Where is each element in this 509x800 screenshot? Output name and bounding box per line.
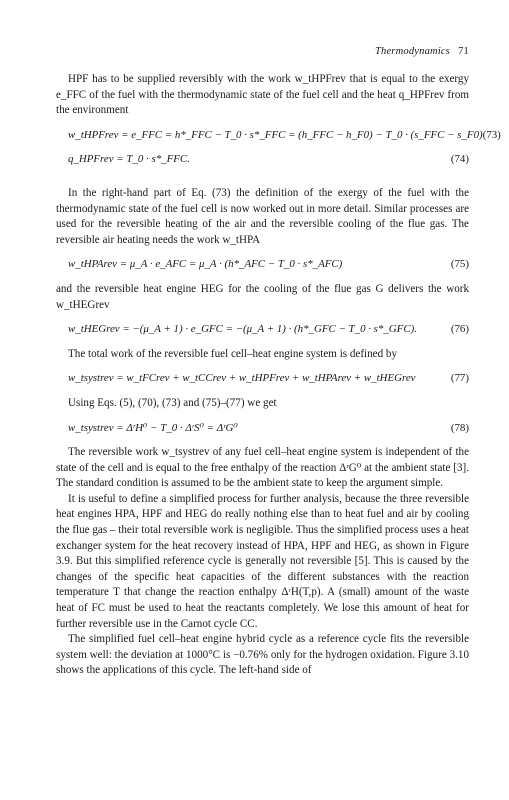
equation-number: (77) — [450, 372, 469, 385]
equation-body: w_tsystrev = w_tFCrev + w_tCCrev + w_tHPFrev + w_tHPArev + w_tHEGrev — [68, 372, 416, 385]
equation-74 — [68, 152, 469, 168]
equation-number: (73) — [482, 128, 501, 141]
paragraph-8: The simplified fuel cell–heat engine hybrid cycle as a reference cycle fits the reversible system well: the deviation at 1000°C is −0.76% only for the hydrogen oxidation. Figure 3.10 shows the applications of this cycle. The left-hand side of — [56, 633, 469, 677]
equation-76 — [68, 322, 469, 338]
paragraph-3: and the reversible heat engine HEG for the cooling of the flue gas G delivers the work w_tHEGrev — [56, 282, 469, 311]
equation-number: (74) — [450, 153, 469, 166]
equation-body: w_tHEGrev = −(μ_A + 1) · e_GFC = −(μ_A + 1) · (h*_GFC − T_0 · s*_GFC). — [68, 323, 417, 336]
paragraph-5: Using Eqs. (5), (70), (73) and (75)–(77) we get — [68, 396, 277, 409]
body-text — [56, 72, 501, 679]
paragraph-4: The total work of the reversible fuel cell–heat engine system is defined by — [68, 347, 398, 360]
paragraph-6: The reversible work w_tsystrev of any fuel cell–heat engine system is independent of the state of the cell and is equal to the free enthalpy of the reaction ΔʳG⁰ at the ambient state [3]. The standard condition is assumed to be the ambient state to keep the argument simple. — [56, 446, 469, 490]
equation-body: w_tHPArev = μ_A · e_AFC = μ_A · (h*_AFC − T_0 · s*_AFC) — [68, 258, 343, 271]
equation-73 — [68, 128, 501, 144]
equation-body: w_tHPFrev = e_FFC = h*_FFC − T_0 · s*_FFC = (h_FFC − h_F0) − T_0 · (s_FFC − s_F0) — [68, 128, 483, 141]
equation-77 — [68, 371, 469, 387]
section-title: Thermodynamics — [374, 46, 451, 57]
equation-number: (76) — [450, 323, 469, 336]
equation-75 — [68, 257, 469, 273]
paragraph-7: It is useful to define a simplified process for further analysis, because the three reversible heat engines HPA, HPF and HEG do really nothing else than to heat fuel and air by cooling the flue gas – their total reversible work is negligible. Thus the simplified process uses a heat exchanger system for the heat recovery instead of HPA, HPF and HEG, as shown in Figure 3.9. But this simplified reference cycle is generally not reversible [5]. This is caused by the changes of the specific heat capacities of the different substances with the reaction temperature T that change the reaction enthalpy ΔʳH(T,p). A (small) amount of the waste heat of FC must be used to heat the reactants completely. We lose this amount of heat for further reversible use in the Carnot cycle CC. — [56, 492, 469, 630]
page-number: 71 — [458, 46, 469, 57]
paragraph-1: HPF has to be supplied reversibly with the work w_tHPFrev that is equal to the exergy e_FFC of the fuel with the thermodynamic state of the fuel cell and the heat q_HPFrev from the environment — [56, 73, 469, 117]
equation-body: w_tsystrev = ΔʳH⁰ − T_0 · ΔʳS⁰ = ΔʳG⁰ — [68, 421, 238, 434]
equation-number: (75) — [450, 258, 469, 271]
running-head — [375, 46, 469, 57]
equation-number: (78) — [450, 421, 469, 434]
equation-78 — [68, 421, 469, 437]
equation-body: q_HPFrev = T_0 · s*_FFC. — [68, 153, 190, 166]
paragraph-2: In the right-hand part of Eq. (73) the definition of the exergy of the fuel with the thermodynamic state of the fuel cell is now worked out in more detail. Similar processes are used for the reversible heating of the air and the reversible cooling of the flue gas. The reversible air heating needs the work w_tHPA — [56, 186, 469, 246]
